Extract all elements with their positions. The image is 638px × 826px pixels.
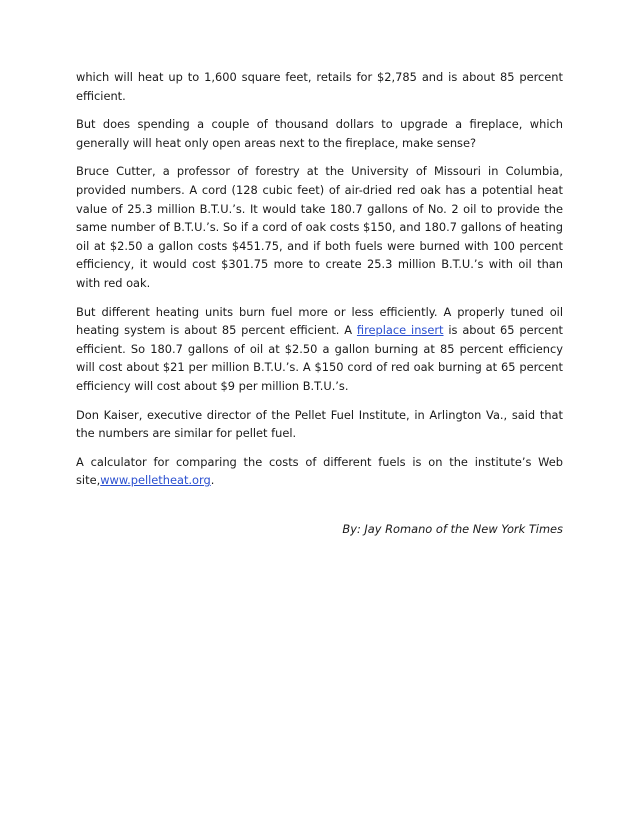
paragraph-cost-comparison: Bruce Cutter, a professor of forestry at the University of Missouri in Columbia, provided numbers. A cord (128 cubic feet) of air-dried red oak has a potential heat value of 25.3 million B.T.U.’s. It would take 180.7 gallons of No. 2 oil to provide the same number of B.T.U.’s. So if a cord of oak costs $150, and 180.7 gallons of heating oil at $2.50 a gallon costs $451.75, and if both fuels were burned with 100 percent efficiency, it would cost $301.75 more to create 25.3 million B.T.U.’s with oil than with red oak. xyxy=(76,164,563,290)
byline: By: Jay Romano of the New York Times xyxy=(342,521,563,536)
paragraph-calculator-text: A calculator for comparing the costs of different fuels is on the institute’s Web site, xyxy=(76,454,563,488)
paragraph-efficiency xyxy=(76,303,563,396)
pelletheat-website-link[interactable]: www.pelletheat.org xyxy=(100,473,211,488)
paragraph-efficiency-text-end: is about 65 percent efficient. So 180.7 gallons of oil at $2.50 a gallon burning at 85 percent efficiency will cost about $21 per million B.T.U.’s. A $150 cord of red oak burning at 65 percent efficiency will cost about $9 per million B.T.U.’s. xyxy=(76,323,564,393)
fireplace-insert-link[interactable]: fireplace insert xyxy=(356,323,444,338)
paragraph-pellet-fuel: Don Kaiser, executive director of the Pellet Fuel Institute, in Arlington Va., said that the numbers are similar for pellet fuel. xyxy=(76,407,563,441)
paragraph-calculator-period: . xyxy=(210,473,215,488)
paragraph-efficiency-text-start: But different heating units burn fuel more or less efficiently. A properly tuned oil heating system is about 85 percent efficient. A xyxy=(76,304,563,338)
paragraph-calculator xyxy=(76,453,563,490)
paragraph-question: But does spending a couple of thousand dollars to upgrade a fireplace, which generally will heat only open areas next to the fireplace, make sense? xyxy=(76,117,563,150)
document-page xyxy=(76,68,563,548)
paragraph-efficiency-intro: which will heat up to 1,600 square feet, retails for $2,785 and is about 85 percent efficient. xyxy=(76,70,563,103)
